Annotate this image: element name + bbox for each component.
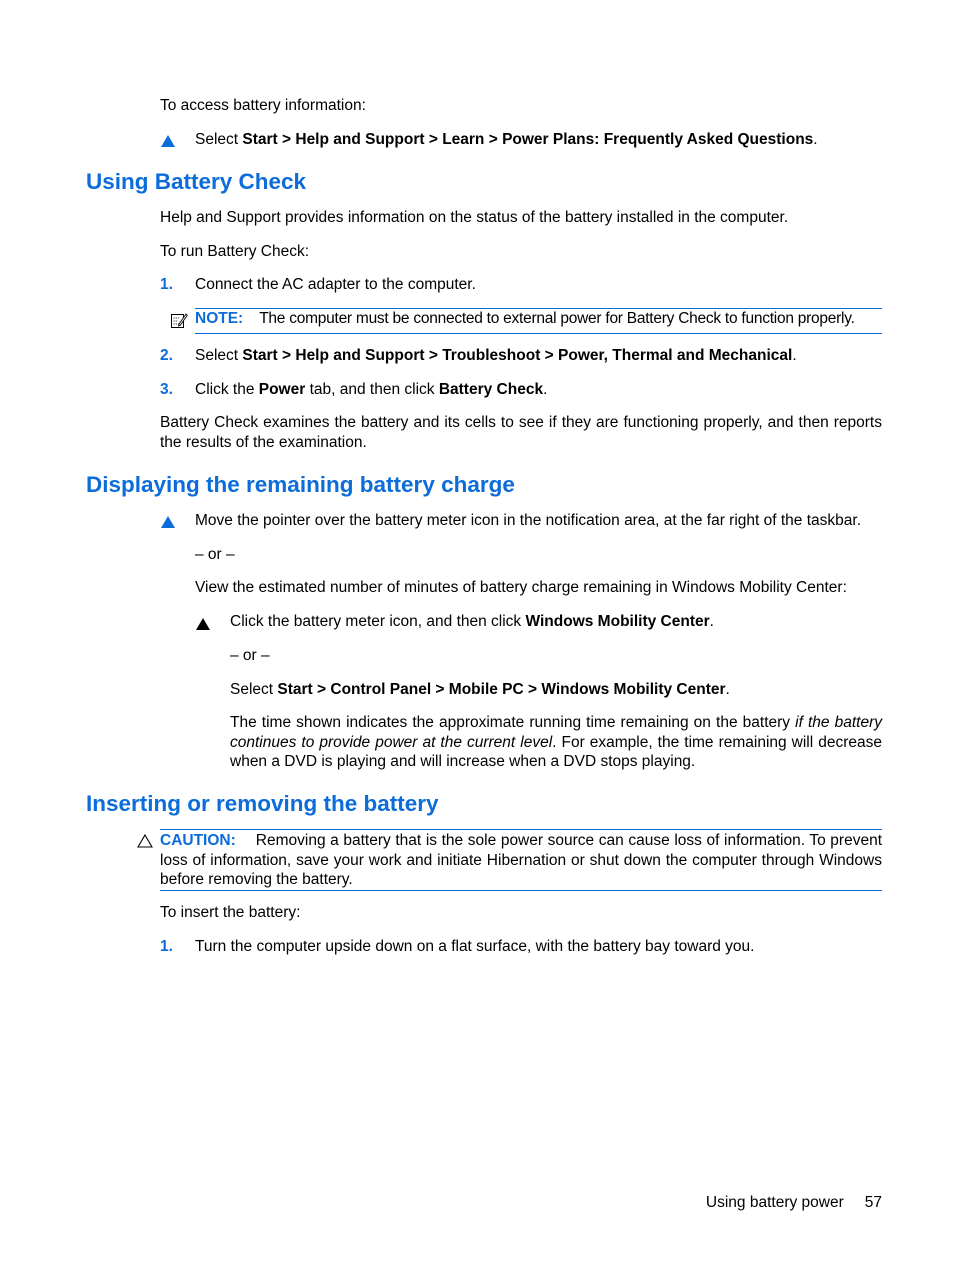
paragraph: To run Battery Check:	[160, 243, 310, 260]
paragraph: View the estimated number of minutes of battery charge remaining in Windows Mobility Center:	[195, 579, 847, 596]
note-text: NOTE: The computer must be connected to external power for Battery Check to function properly.	[195, 310, 855, 327]
select2-path: Start > Control Panel > Mobile PC > Windows Mobility Center	[277, 681, 726, 698]
step-number: 3.	[160, 381, 173, 398]
sub-bullet-text: Click the battery meter icon, and then click Windows Mobility Center.	[230, 613, 714, 630]
bullet-text: Move the pointer over the battery meter icon in the notification area, at the far right of the taskbar.	[195, 512, 862, 529]
step-number: 2.	[160, 347, 173, 364]
page-number: 57	[864, 1194, 882, 1211]
step-number: 1.	[160, 938, 173, 955]
heading-displaying-remaining-charge: Displaying the remaining battery charge	[86, 472, 515, 497]
note-label: NOTE:	[195, 310, 244, 327]
paragraph: Battery Check examines the battery and its cells to see if they are functioning properly, and then reports the results of the examination.	[160, 414, 882, 451]
caution-label: CAUTION:	[160, 832, 236, 849]
paragraph: To insert the battery:	[160, 904, 301, 921]
intro-text: To access battery information:	[160, 97, 366, 114]
triangle-bullet-icon	[196, 618, 210, 630]
intro-select-path: Start > Help and Support > Learn > Power Plans: Frequently Asked Questions	[242, 131, 814, 148]
step-text: Select Start > Help and Support > Troubleshoot > Power, Thermal and Mechanical.	[195, 347, 797, 364]
sub-select-instruction: Select Start > Control Panel > Mobile PC > Windows Mobility Center.	[230, 681, 730, 698]
triangle-bullet-icon	[161, 516, 175, 528]
heading-inserting-removing-battery: Inserting or removing the battery	[86, 791, 439, 816]
note-icon	[170, 311, 188, 335]
caution-text: CAUTION: Removing a battery that is the sole power source can cause loss of information. To prevent loss of information, save your work and initiate Hibernation or shut down the computer through Windows before removing the battery.	[160, 832, 882, 888]
paragraph: Help and Support provides information on the status of the battery installed in the computer.	[160, 209, 789, 226]
page-footer	[706, 1193, 882, 1213]
step-text: Turn the computer upside down on a flat surface, with the battery bay toward you.	[195, 938, 755, 955]
step-number: 1.	[160, 276, 173, 293]
step2-path: Start > Help and Support > Troubleshoot > Power, Thermal and Mechanical	[242, 347, 793, 364]
footer-section-title: Using battery power	[705, 1194, 844, 1211]
or-separator: – or –	[195, 546, 235, 563]
step-text: Click the Power tab, and then click Battery Check.	[195, 381, 548, 398]
or-separator: – or –	[230, 647, 270, 664]
heading-using-battery-check: Using Battery Check	[86, 169, 307, 194]
triangle-bullet-icon	[161, 135, 175, 147]
intro-select-instruction: Select Start > Help and Support > Learn > Power Plans: Frequently Asked Questions.	[195, 131, 818, 148]
step-text: Connect the AC adapter to the computer.	[195, 276, 476, 293]
paragraph: The time shown indicates the approximate running time remaining on the battery if the battery continues to provide power at the current level. For example, the time remaining will decrease when a DVD is playing and will increase when a DVD stops playing.	[230, 714, 883, 770]
caution-icon	[137, 834, 153, 854]
